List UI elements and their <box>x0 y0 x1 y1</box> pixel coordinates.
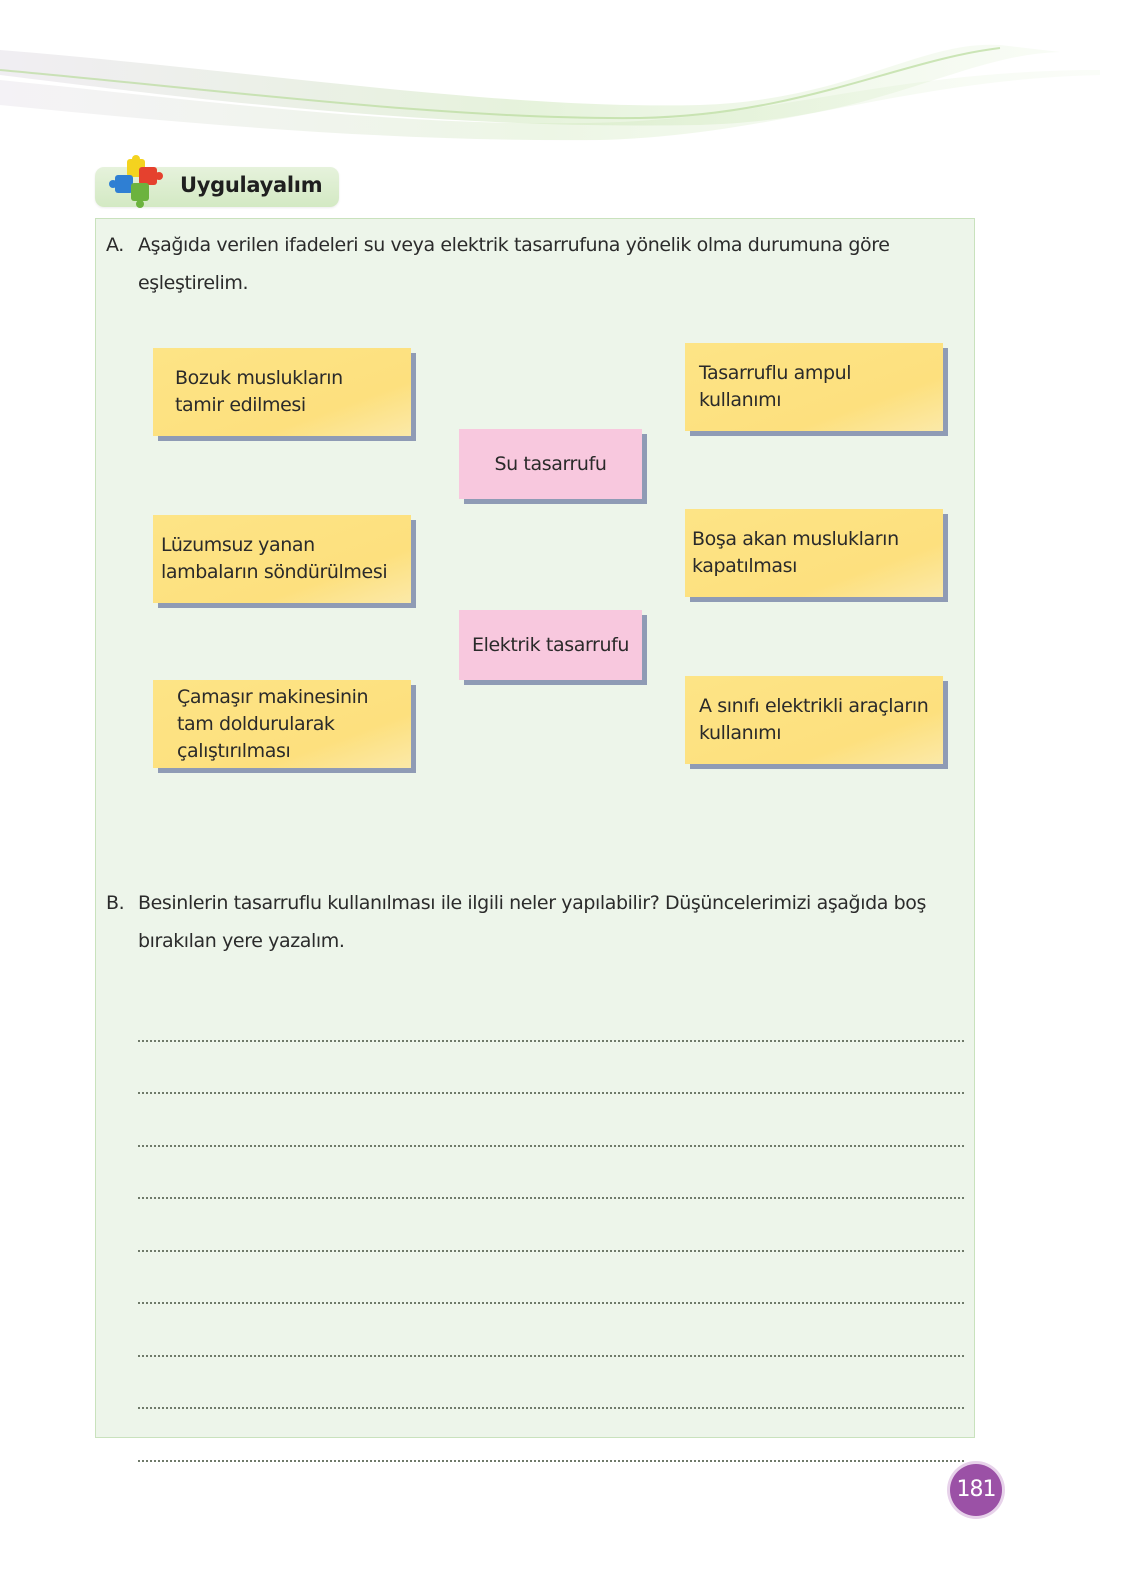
answer-line[interactable] <box>138 1304 964 1357</box>
statement-note[interactable] <box>685 343 943 431</box>
answer-line[interactable] <box>138 1409 964 1462</box>
statement-text: Tasarruflu ampul kullanımı <box>699 362 852 411</box>
statement-note[interactable] <box>153 515 411 603</box>
statement-note[interactable] <box>153 680 411 768</box>
statement-note[interactable] <box>153 348 411 436</box>
answer-line[interactable] <box>138 1147 964 1200</box>
statement-note[interactable] <box>685 676 943 764</box>
exercise-panel <box>95 218 975 1438</box>
question-b-letter: B. <box>106 892 125 914</box>
header-wave-decoration <box>0 30 1123 160</box>
answer-line[interactable] <box>138 1252 964 1305</box>
category-note-water[interactable] <box>459 429 642 499</box>
answer-lines[interactable] <box>138 989 964 1462</box>
statement-text: Çamaşır makinesinin tam doldurularak çalıştırılması <box>177 685 369 762</box>
statement-text: Lüzumsuz yanan lambaların söndürülmesi <box>161 534 388 583</box>
category-note-electricity[interactable] <box>459 610 642 680</box>
answer-line[interactable] <box>138 989 964 1042</box>
answer-line[interactable] <box>138 1357 964 1410</box>
answer-line[interactable] <box>138 1199 964 1252</box>
question-b <box>106 884 960 960</box>
statement-note[interactable] <box>685 509 943 597</box>
section-header-badge <box>95 167 339 207</box>
puzzle-icon <box>109 155 163 211</box>
category-text: Su tasarrufu <box>494 452 607 475</box>
question-b-text: Besinlerin tasarruflu kullanılması ile ilgili neler yapılabilir? Düşüncelerimizi aşağıda boş bırakılan yere yazalım. <box>138 892 927 952</box>
answer-line[interactable] <box>138 1042 964 1095</box>
question-a-text: Aşağıda verilen ifadeleri su veya elektrik tasarrufuna yönelik olma durumuna göre eşleştirelim. <box>138 234 890 294</box>
statement-text: Boşa akan muslukların kapatılması <box>692 528 899 577</box>
answer-line[interactable] <box>138 1094 964 1147</box>
statement-text: Bozuk muslukların tamir edilmesi <box>175 367 343 416</box>
category-text: Elektrik tasarrufu <box>471 633 630 656</box>
statement-text: A sınıfı elektrikli araçların kullanımı <box>699 695 929 744</box>
question-a-letter: A. <box>106 234 124 256</box>
page-number-badge: 181 <box>950 1464 1002 1516</box>
question-a <box>106 226 960 302</box>
section-title: Uygulayalım <box>180 173 323 197</box>
